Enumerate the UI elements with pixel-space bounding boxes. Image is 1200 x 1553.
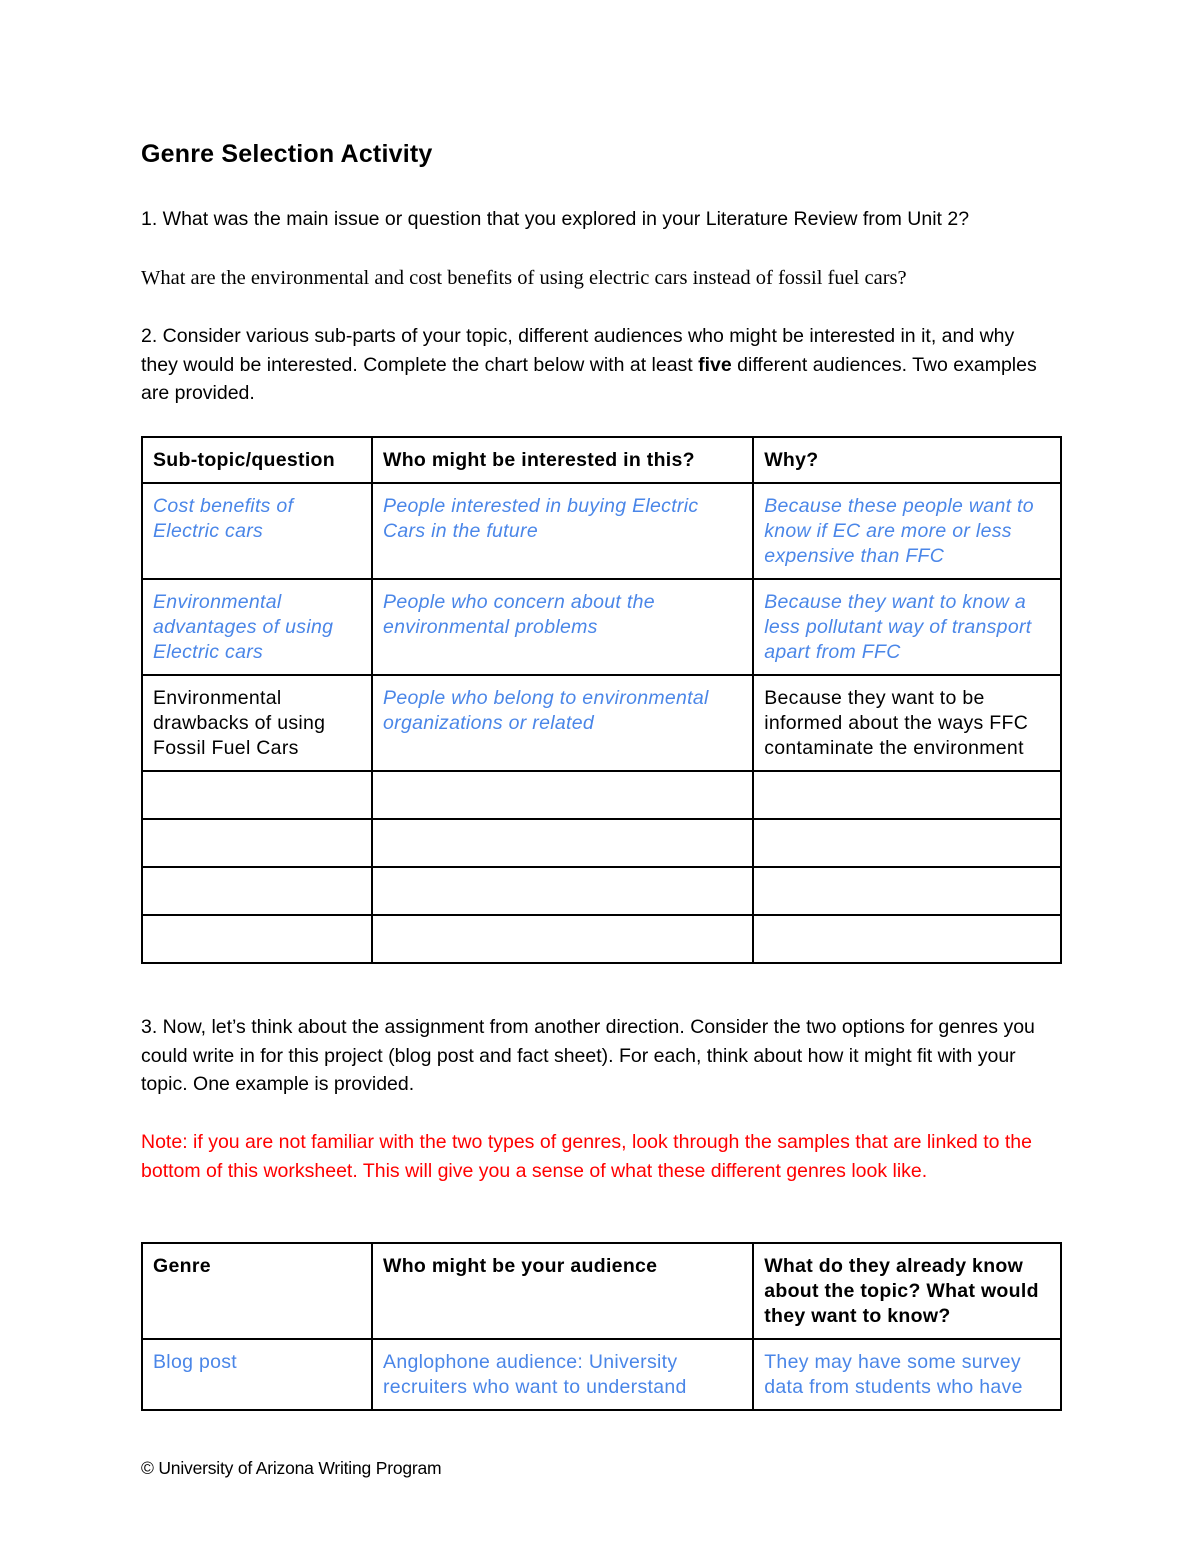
genre-audience-cell[interactable]: Anglophone audience: University recruiters who want to understand <box>372 1339 753 1410</box>
table-row-empty <box>142 819 1061 867</box>
genre-note: Note: if you are not familiar with the two types of genres, look through the samples that are linked to the bottom of this worksheet. This will give you a sense of what these different genres look like. <box>141 1131 1032 1182</box>
audience-cell[interactable] <box>372 915 753 963</box>
audience-table <box>141 436 1062 964</box>
subtopic-cell[interactable] <box>142 819 372 867</box>
audience-cell[interactable]: People interested in buying Electric Cars in the future <box>372 483 753 579</box>
table-row <box>142 1339 1061 1410</box>
audience-cell[interactable]: People who belong to environmental organizations or related <box>372 675 753 771</box>
table-row <box>142 483 1061 579</box>
question-2 <box>141 322 1046 408</box>
subtopic-cell[interactable] <box>142 915 372 963</box>
subtopic-cell[interactable]: Environmental advantages of using Electric cars <box>142 579 372 675</box>
question-3: 3. Now, let’s think about the assignment from another direction. Consider the two options for genres you could write in for this project (blog post and fact sheet). For each, think about how it might fit with your topic. One example is provided. <box>141 1016 1035 1095</box>
page-title: Genre Selection Activity <box>141 140 433 168</box>
subtopic-cell[interactable]: Cost benefits of Electric cars <box>142 483 372 579</box>
reason-cell[interactable]: Because these people want to know if EC are more or less expensive than FFC <box>753 483 1061 579</box>
table-row <box>142 579 1061 675</box>
question-2-text-end: different audiences. Two examples are provided. <box>141 353 1037 404</box>
audience-cell[interactable] <box>372 819 753 867</box>
answer-1: What are the environmental and cost benefits of using electric cars instead of fossil fuel cars? <box>141 267 907 289</box>
header-genre: Genre <box>142 1243 372 1339</box>
table-row-empty <box>142 915 1061 963</box>
subtopic-cell[interactable]: Environmental drawbacks of using Fossil Fuel Cars <box>142 675 372 771</box>
audience-cell[interactable] <box>372 867 753 915</box>
table-row-empty <box>142 867 1061 915</box>
table-row <box>142 675 1061 771</box>
reason-cell[interactable] <box>753 915 1061 963</box>
audience-cell[interactable]: People who concern about the environmental problems <box>372 579 753 675</box>
reason-cell[interactable] <box>753 867 1061 915</box>
genre-knowledge-cell[interactable]: They may have some survey data from students who have <box>753 1339 1061 1410</box>
question-2-text-start: 2. Consider various sub-parts of your topic, different audiences who might be interested in it, and why they would be interested. Complete the chart below with at least <box>141 325 1015 376</box>
genre-cell[interactable]: Blog post <box>142 1339 372 1410</box>
header-knowledge: What do they already know about the topic? What would they want to know? <box>753 1243 1061 1339</box>
subtopic-cell[interactable] <box>142 867 372 915</box>
genre-table <box>141 1242 1062 1411</box>
header-why: Why? <box>753 437 1061 483</box>
header-subtopic: Sub-topic/question <box>142 437 372 483</box>
copyright-footer: © University of Arizona Writing Program <box>141 1458 442 1478</box>
reason-cell[interactable]: Because they want to be informed about the ways FFC contaminate the environment <box>753 675 1061 771</box>
subtopic-cell[interactable] <box>142 771 372 819</box>
reason-cell[interactable] <box>753 771 1061 819</box>
question-2-emphasis: five <box>698 353 732 376</box>
header-audience: Who might be your audience <box>372 1243 753 1339</box>
audience-table-header-row <box>142 437 1061 483</box>
reason-cell[interactable] <box>753 819 1061 867</box>
table-row-empty <box>142 771 1061 819</box>
genre-table-header-row <box>142 1243 1061 1339</box>
audience-cell[interactable] <box>372 771 753 819</box>
header-who-interested: Who might be interested in this? <box>372 437 753 483</box>
question-1: 1. What was the main issue or question that you explored in your Literature Review from Unit 2? <box>141 208 970 230</box>
reason-cell[interactable]: Because they want to know a less pollutant way of transport apart from FFC <box>753 579 1061 675</box>
